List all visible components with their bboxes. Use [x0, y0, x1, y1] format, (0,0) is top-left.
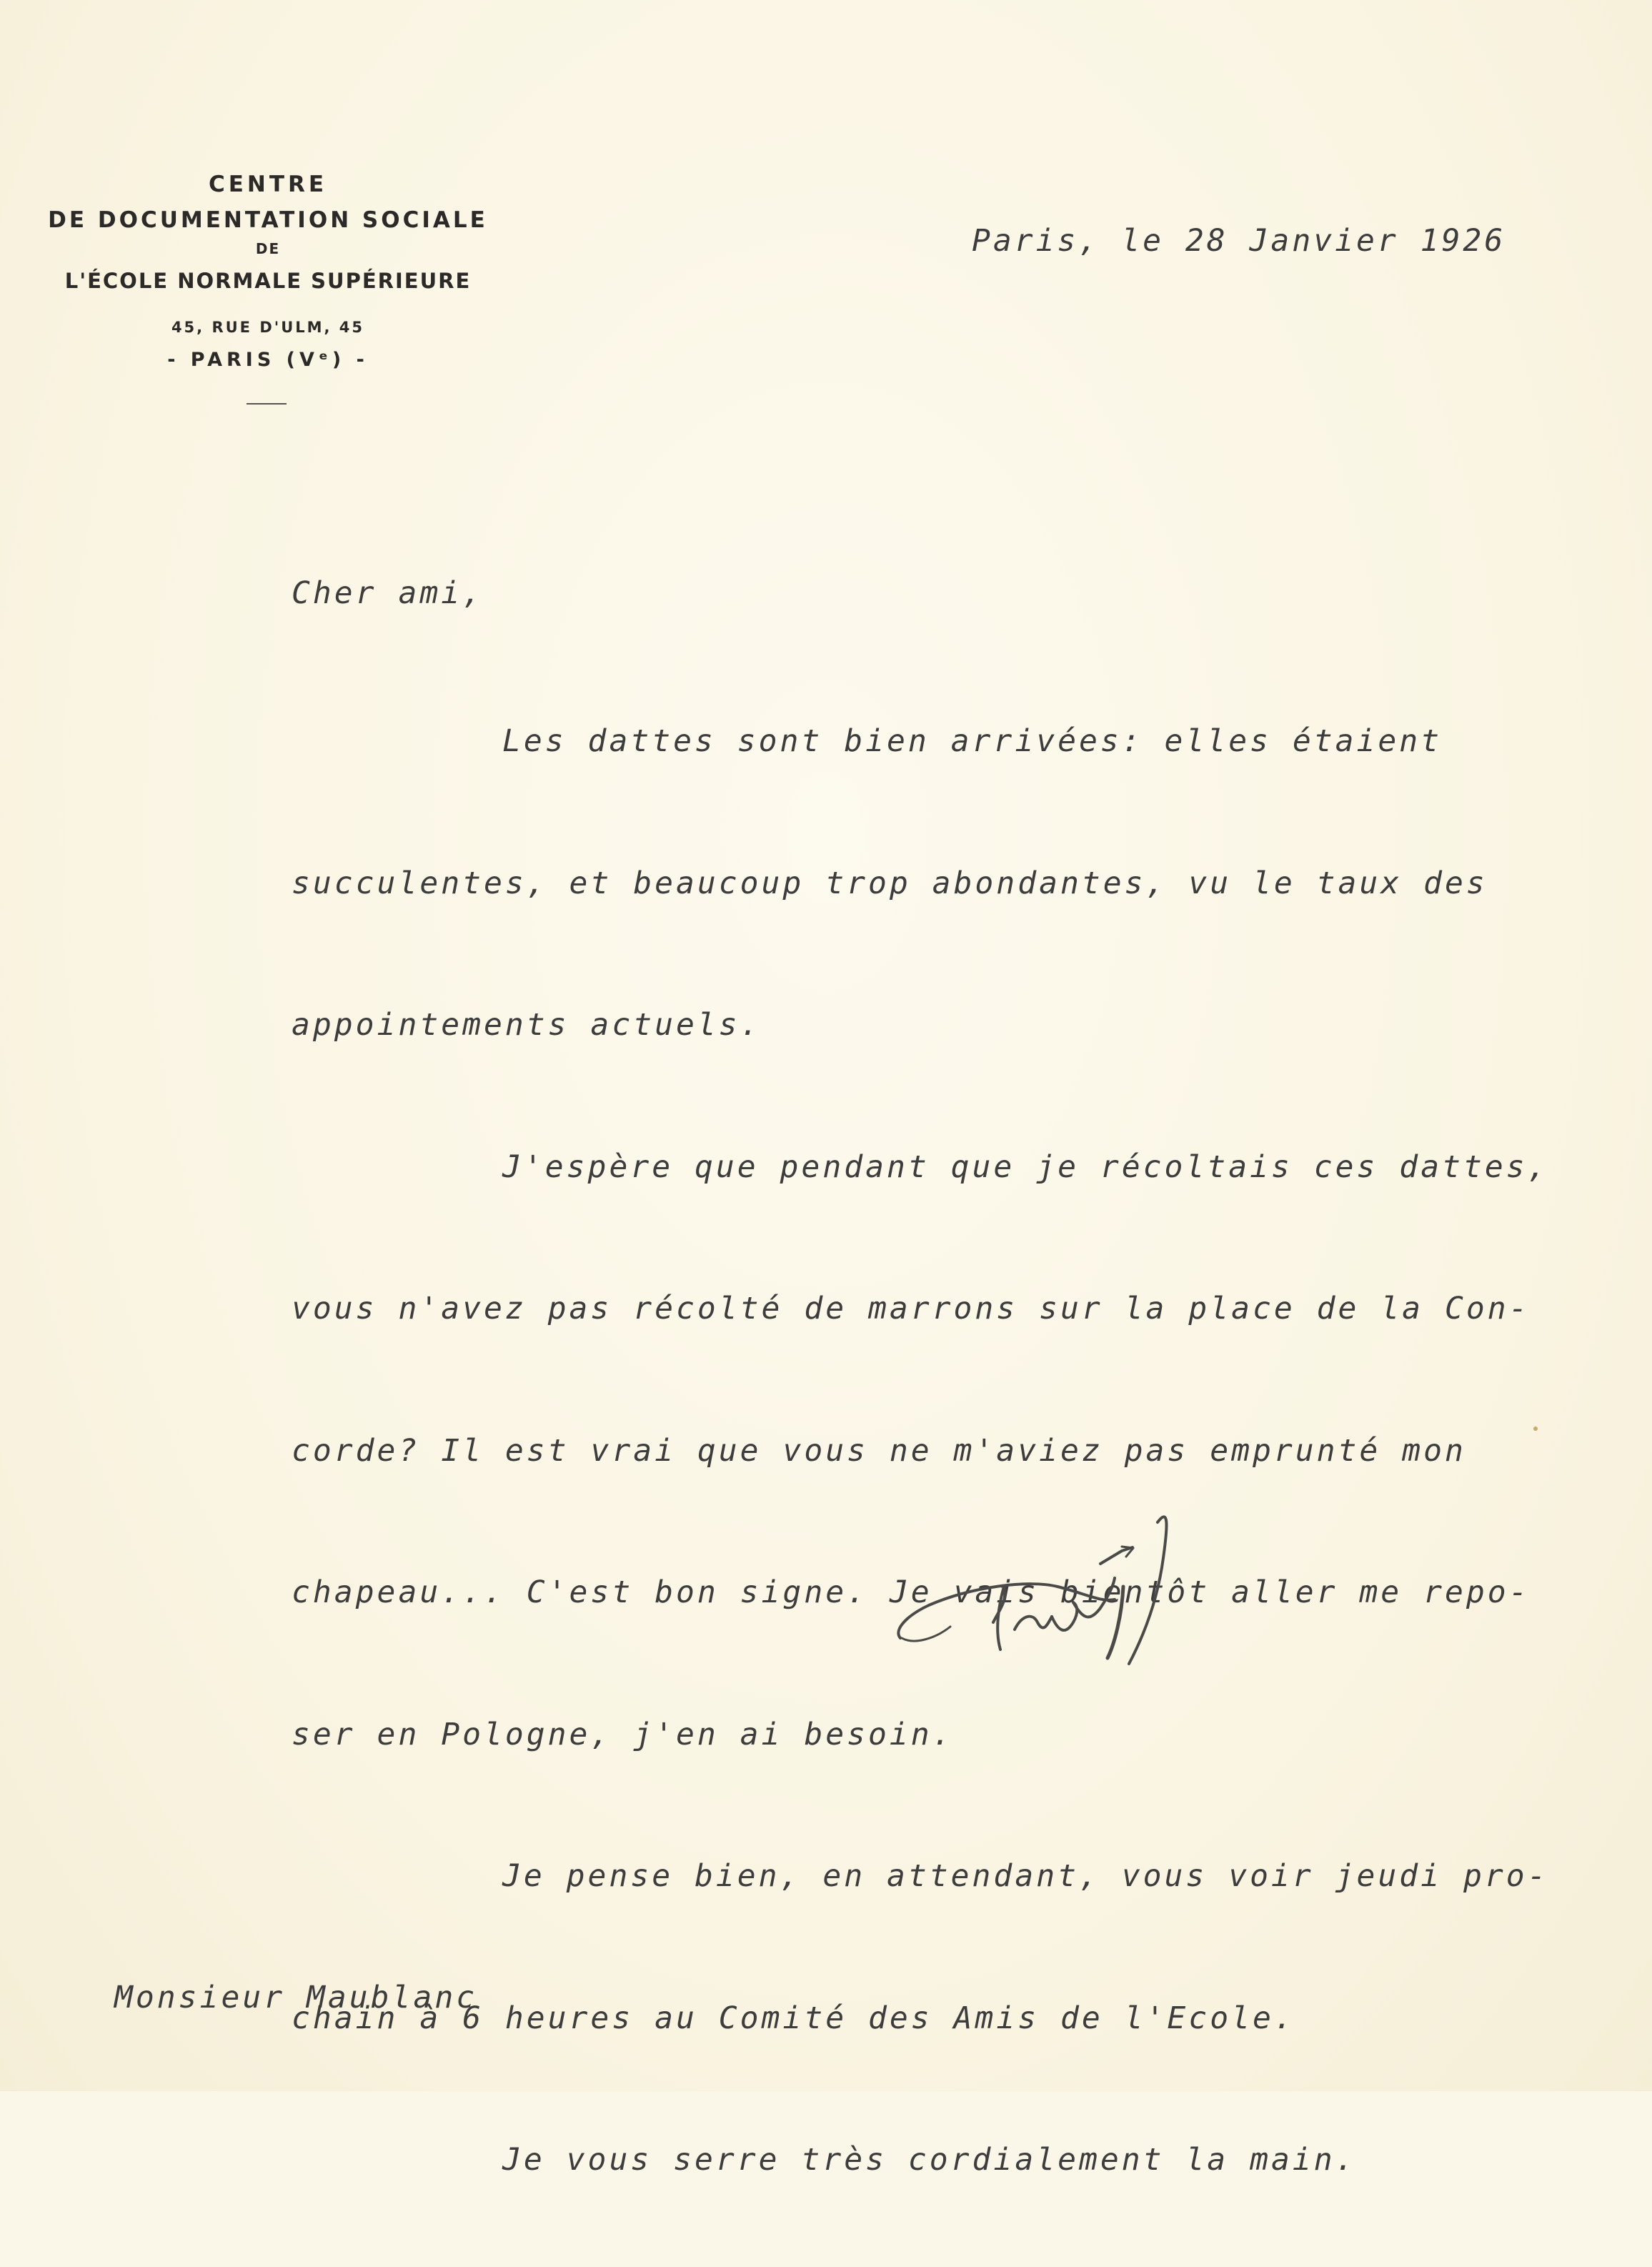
signature-stroke-loop	[902, 1627, 950, 1641]
body-line: chain à 6 heures au Comité des Amis de l'Ecole.	[292, 2000, 1295, 2036]
body-line: succulentes, et beaucoup trop abondantes, vu le taux des	[292, 865, 1488, 901]
letterhead-divider	[247, 403, 287, 405]
signature-stroke-tail	[1108, 1587, 1123, 1658]
signature-stroke-e	[1015, 1617, 1052, 1629]
letterhead	[21, 172, 514, 371]
handwritten-signature	[886, 1479, 1286, 1680]
body-line: vous n'avez pas récolté de marrons sur la place de la Con-	[292, 1291, 1531, 1326]
body-line: Je vous serre très cordialement la main.	[502, 2142, 1357, 2178]
signature-stroke-l	[993, 1587, 1005, 1650]
recipient-name: Monsieur Maublanc	[114, 1980, 478, 2015]
letterhead-centre: CENTRE	[208, 172, 328, 197]
body-line: Les dattes sont bien arrivées: elles étaient	[502, 723, 1443, 759]
paper-speck	[1533, 1427, 1538, 1431]
signature-stroke-v	[1052, 1602, 1077, 1630]
body-line: corde? Il est vrai que vous ne m'aviez pas emprunté mon	[292, 1432, 1466, 1469]
signature-stroke-main	[898, 1584, 1115, 1638]
signature-stroke-flourish	[1129, 1517, 1167, 1664]
body-line: J'espère que pendant que je récoltais ces dattes,	[502, 1149, 1549, 1185]
body-line: Je pense bien, en attendant, vous voir jeudi pro-	[502, 1858, 1549, 1894]
letter-body	[292, 635, 1578, 2267]
letterhead-ecole: L'ÉCOLE NORMALE SUPÉRIEURE	[64, 269, 472, 293]
body-line: ser en Pologne, j'en ai besoin.	[292, 1716, 954, 1752]
body-line: chapeau... C'est bon signe. Je vais bientôt aller me repo-	[292, 1574, 1531, 1610]
letterhead-documentation: DE DOCUMENTATION SOCIALE	[48, 207, 488, 233]
letter-date: Paris, le 28 Janvier 1926	[972, 223, 1506, 259]
letterhead-city: - PARIS (Vᵉ) -	[167, 349, 369, 371]
letterhead-address: 45, RUE D'ULM, 45	[171, 319, 365, 336]
letterhead-de: DE	[255, 240, 281, 257]
body-line: appointements actuels.	[292, 1007, 762, 1043]
salutation: Cher ami,	[292, 575, 484, 611]
